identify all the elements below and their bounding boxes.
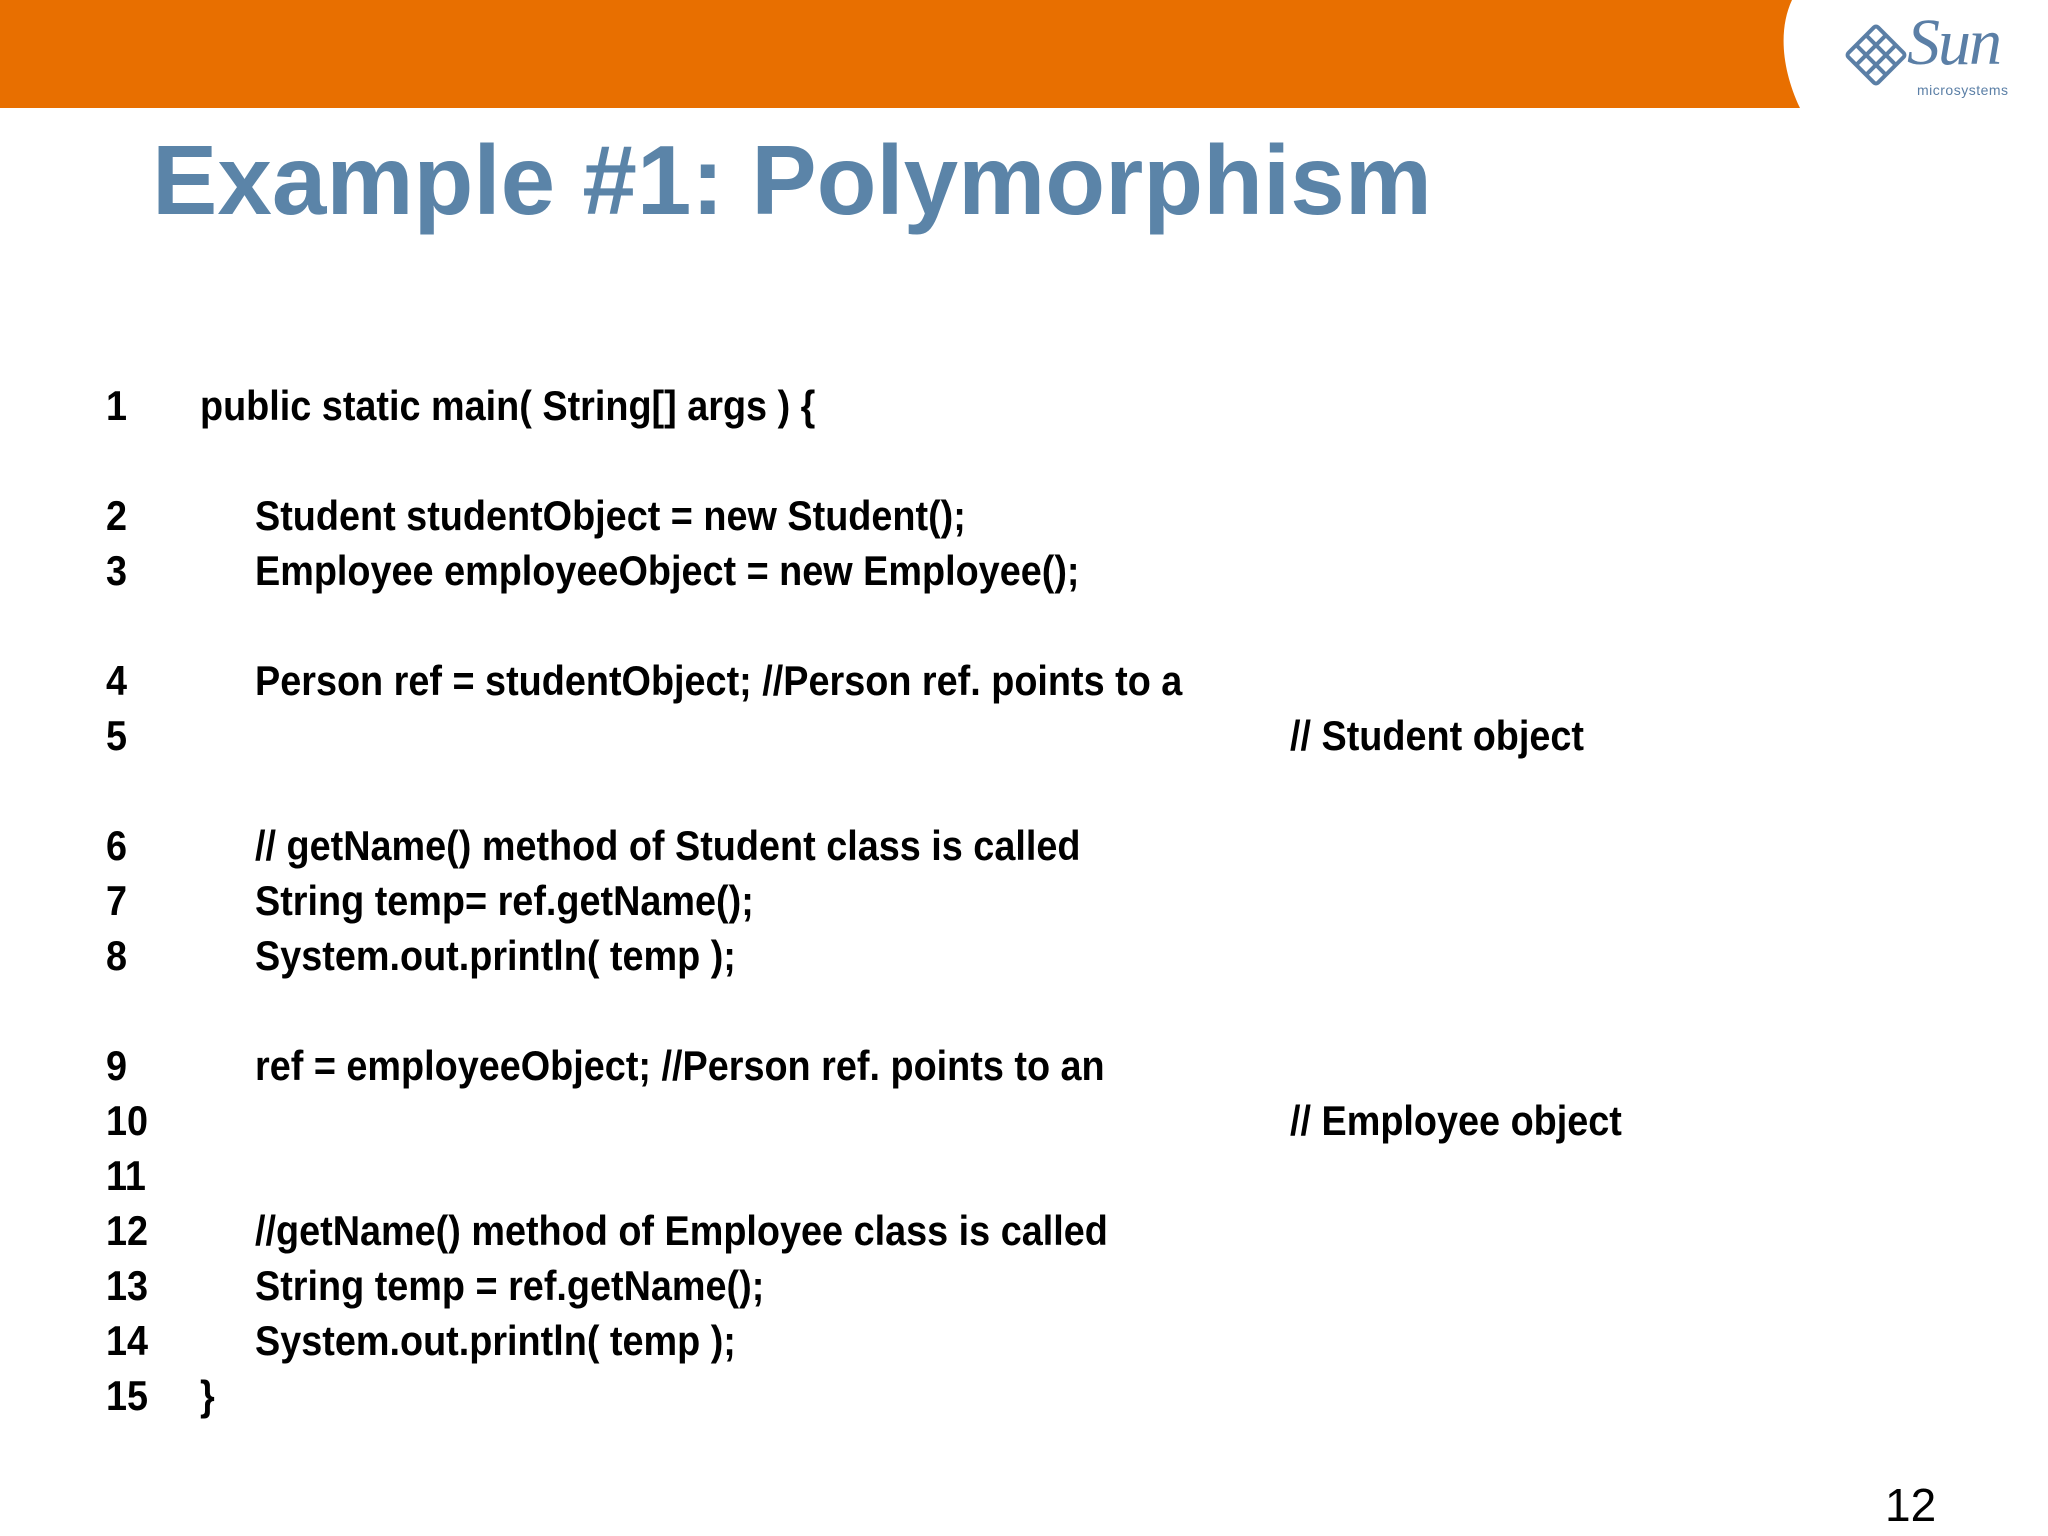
code-line	[0, 1148, 2048, 1203]
line-number: 9	[106, 1042, 128, 1089]
code-line	[0, 543, 2048, 598]
logo-subtitle: microsystems	[1917, 82, 2009, 98]
code-text: String temp = ref.getName();	[255, 1262, 765, 1309]
line-number: 11	[106, 1152, 146, 1199]
line-number: 10	[106, 1097, 149, 1144]
sun-logo-mark-icon	[1845, 24, 1907, 86]
line-number: 12	[106, 1207, 149, 1254]
code-text: String temp= ref.getName();	[255, 877, 754, 924]
line-number: 8	[106, 932, 128, 979]
slide-title: Example #1: Polymorphism	[152, 125, 1432, 235]
code-text: System.out.println( temp );	[255, 932, 736, 979]
line-number: 2	[106, 492, 128, 539]
line-number: 1	[106, 382, 128, 429]
code-text: System.out.println( temp );	[255, 1317, 736, 1364]
line-number: 13	[106, 1262, 149, 1309]
code-line	[0, 1203, 2048, 1258]
code-text: // Student object	[1290, 712, 1585, 759]
header-bar	[0, 0, 2048, 112]
page-number: 12	[1885, 1479, 1937, 1531]
code-line	[0, 1093, 2048, 1148]
code-line	[0, 873, 2048, 928]
code-text: Employee employeeObject = new Employee();	[255, 547, 1080, 594]
line-number: 5	[106, 712, 128, 759]
code-text: }	[200, 1372, 215, 1419]
line-number: 3	[106, 547, 128, 594]
code-text: //getName() method of Employee class is called	[255, 1207, 1108, 1254]
code-text: // Employee object	[1290, 1097, 1622, 1144]
code-text: Student studentObject = new Student();	[255, 492, 966, 539]
code-line	[0, 488, 2048, 543]
code-line	[0, 818, 2048, 873]
code-line	[0, 1313, 2048, 1368]
code-line	[0, 378, 2048, 433]
line-number: 6	[106, 822, 128, 869]
code-text: ref = employeeObject; //Person ref. points to an	[255, 1042, 1105, 1089]
line-number: 14	[106, 1317, 149, 1364]
line-number: 4	[106, 657, 128, 704]
code-line	[0, 1258, 2048, 1313]
code-line	[0, 1038, 2048, 1093]
code-line	[0, 1368, 2048, 1423]
code-line	[0, 708, 2048, 763]
logo-wordmark: Sun	[1907, 6, 2000, 79]
line-number: 7	[106, 877, 128, 924]
code-line	[0, 653, 2048, 708]
header-bar-shape	[0, 0, 2048, 112]
code-text: Person ref = studentObject; //Person ref. points to a	[255, 657, 1183, 704]
code-text: public static main( String[] args ) {	[200, 382, 816, 429]
code-line	[0, 928, 2048, 983]
line-number: 15	[106, 1372, 149, 1419]
code-text: // getName() method of Student class is called	[255, 822, 1081, 869]
sun-logo	[1845, 6, 2025, 102]
